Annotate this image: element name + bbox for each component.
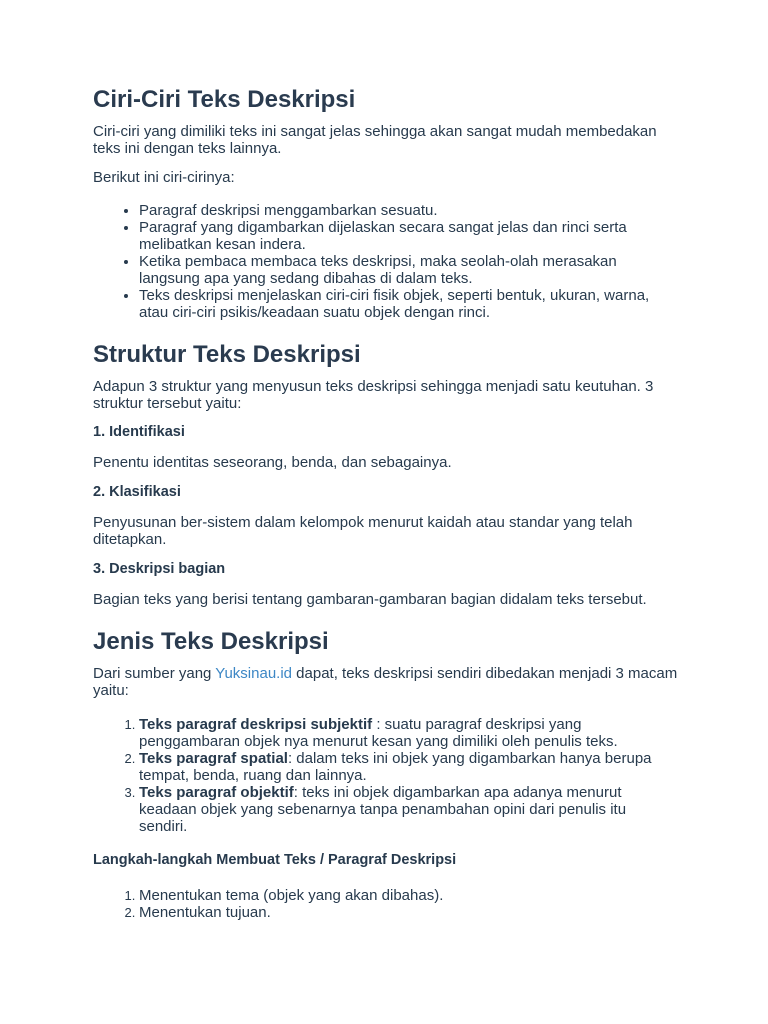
section-intro-jenis <box>93 665 678 699</box>
struktur-text-klasifikasi: Penyusunan ber-sistem dalam kelompok menurut kaidah atau standar yang telah ditetapkan. <box>93 514 633 548</box>
type-term: Teks paragraf spatial <box>139 750 288 767</box>
section-title-ciri: Ciri-Ciri Teks Deskripsi <box>93 86 356 113</box>
ciri-list <box>93 202 678 321</box>
section-intro-struktur: Adapun 3 struktur yang menyusun teks deskripsi sehingga menjadi satu keutuhan. 3 struktur tersebut yaitu: <box>93 378 654 412</box>
section-title-jenis: Jenis Teks Deskripsi <box>93 628 329 655</box>
section-title-struktur: Struktur Teks Deskripsi <box>93 341 361 368</box>
type-desc: : teks ini objek digambarkan apa adanya menurut keadaan objek yang sebenarnya tanpa penambahan opini dari penulis itu sendiri. <box>139 784 627 835</box>
type-desc: : suatu paragraf deskripsi yang penggambaran objek nya menurut kesan yang dimiliki oleh penulis teks. <box>139 716 618 750</box>
struktur-heading-klasifikasi: 2. Klasifikasi <box>93 484 181 500</box>
type-desc: : dalam teks ini objek yang digambarkan hanya berupa tempat, benda, ruang dan lainnya. <box>139 750 652 784</box>
type-term: Teks paragraf objektif <box>139 784 294 801</box>
struktur-heading-deskripsi-bagian: 3. Deskripsi bagian <box>93 561 226 577</box>
section-lead-ciri: Berikut ini ciri-cirinya: <box>93 169 235 186</box>
intro-text-after: dapat, teks deskripsi sendiri dibedakan menjadi 3 macam yaitu: <box>93 665 678 699</box>
list-item: • Ketika pembaca membaca teks deskripsi, maka seolah-olah merasakan langsung apa yang sedang dibahas di dalam teks. <box>139 253 678 287</box>
type-term: Teks paragraf deskripsi subjektif <box>139 716 373 733</box>
list-item: • Teks deskripsi menjelaskan ciri-ciri fisik objek, seperti bentuk, ukuran, warna, atau ciri-ciri psikis/keadaan suatu objek dengan rinci. <box>139 287 678 321</box>
intro-text-before: Dari sumber yang <box>93 665 216 682</box>
list-item: • Paragraf deskripsi menggambarkan sesuatu. <box>139 202 678 219</box>
struktur-heading-identifikasi: 1. Identifikasi <box>93 424 185 440</box>
section-intro-ciri: Ciri-ciri yang dimiliki teks ini sangat jelas sehingga akan sangat mudah membedakan teks ini dengan teks lainnya. <box>93 123 657 157</box>
jenis-list <box>93 716 678 835</box>
steps-heading: Langkah-langkah Membuat Teks / Paragraf Deskripsi <box>93 852 457 868</box>
list-item: • Paragraf yang digambarkan dijelaskan secara sangat jelas dan rinci serta melibatkan kesan indera. <box>139 219 678 253</box>
struktur-text-identifikasi: Penentu identitas seseorang, benda, dan sebagainya. <box>93 454 452 471</box>
list-item <box>139 750 678 784</box>
source-link[interactable]: Yuksinau.id <box>215 665 293 682</box>
list-item <box>139 716 678 750</box>
struktur-text-deskripsi-bagian: Bagian teks yang berisi tentang gambaran-gambaran bagian didalam teks tersebut. <box>93 591 647 608</box>
list-item <box>139 784 678 835</box>
steps-list <box>93 887 678 921</box>
list-item: 1. Menentukan tema (objek yang akan dibahas). <box>139 887 678 904</box>
list-item: 2. Menentukan tujuan. <box>139 904 678 921</box>
